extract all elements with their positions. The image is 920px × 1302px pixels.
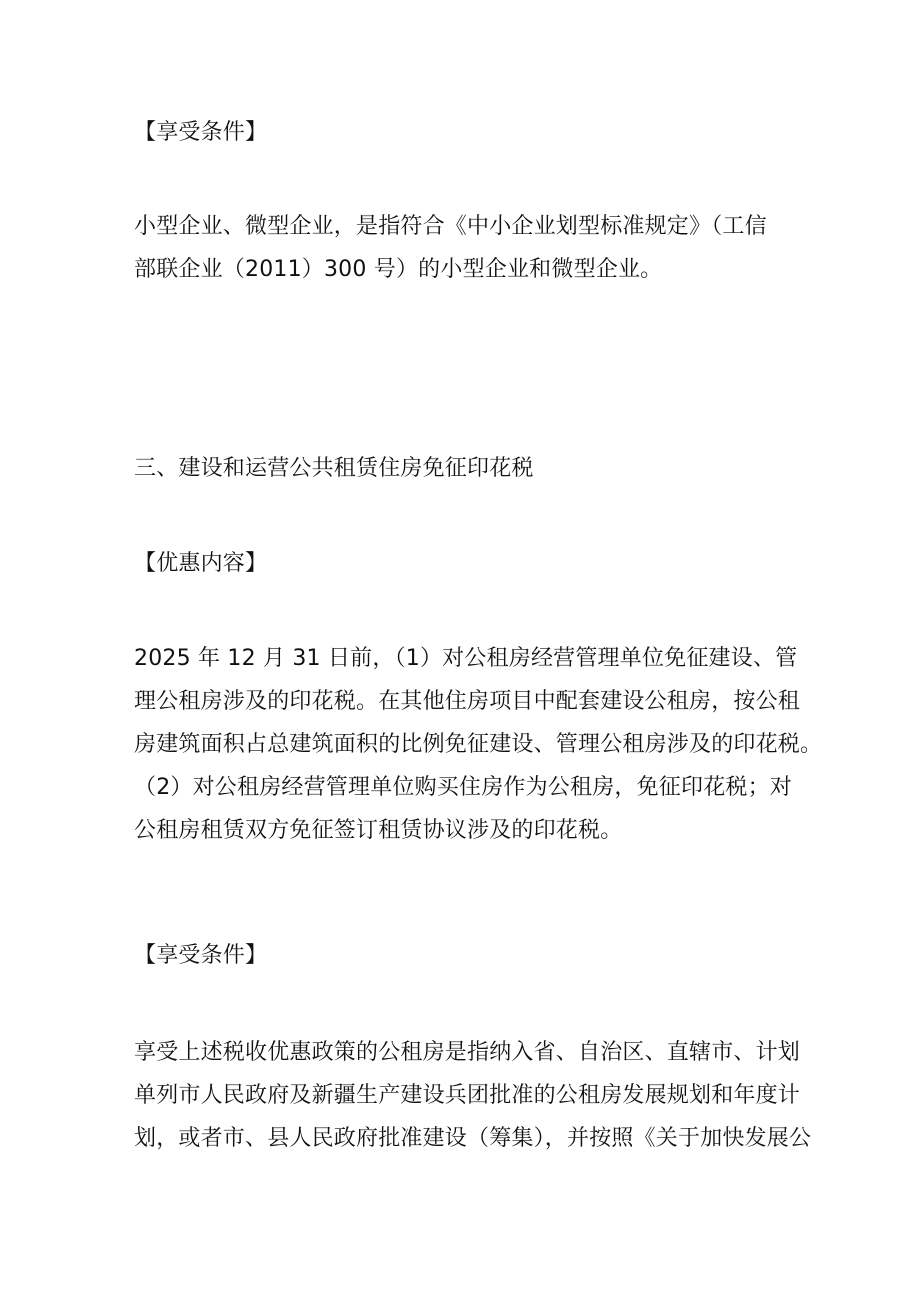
text-line: 部联企业（2011）300 号）的小型企业和微型企业。 — [134, 257, 663, 282]
text-line: 房建筑面积占总建筑面积的比例免征建设、管理公租房涉及的印花税。 — [134, 732, 823, 757]
text-line: 三、建设和运营公共租赁住房免征印花税 — [134, 456, 534, 481]
benefit-heading — [134, 542, 806, 585]
conditions-paragraph — [134, 205, 806, 291]
text-line: （2）对公租房经营管理单位购买住房作为公租房，免征印花税；对 — [134, 775, 792, 800]
text-line: 小型企业、微型企业，是指符合《中小企业划型标准规定》（工信 — [134, 214, 767, 239]
text-line: 公租房租赁双方免征签订租赁协议涉及的印花税。 — [134, 818, 623, 843]
conditions-heading-2 — [134, 934, 806, 977]
section-title — [134, 447, 806, 490]
text-line: 【享受条件】 — [134, 943, 268, 968]
text-line: 理公租房涉及的印花税。在其他住房项目中配套建设公租房，按公租 — [134, 689, 801, 714]
text-line: 单列市人民政府及新疆生产建设兵团批准的公租房发展规划和年度计 — [134, 1083, 801, 1108]
text-line: 【优惠内容】 — [134, 551, 268, 576]
conditions-heading — [134, 111, 806, 154]
text-line: 【享受条件】 — [134, 120, 268, 145]
conditions-paragraph-2 — [134, 1031, 812, 1160]
text-line: 2025 年 12 月 31 日前，（1）对公租房经营管理单位免征建设、管 — [134, 646, 798, 671]
text-line: 享受上述税收优惠政策的公租房是指纳入省、自治区、直辖市、计划 — [134, 1040, 801, 1065]
benefit-paragraph — [134, 637, 823, 852]
text-line: 划，或者市、县人民政府批准建设（筹集），并按照《关于加快发展公 — [134, 1126, 812, 1151]
